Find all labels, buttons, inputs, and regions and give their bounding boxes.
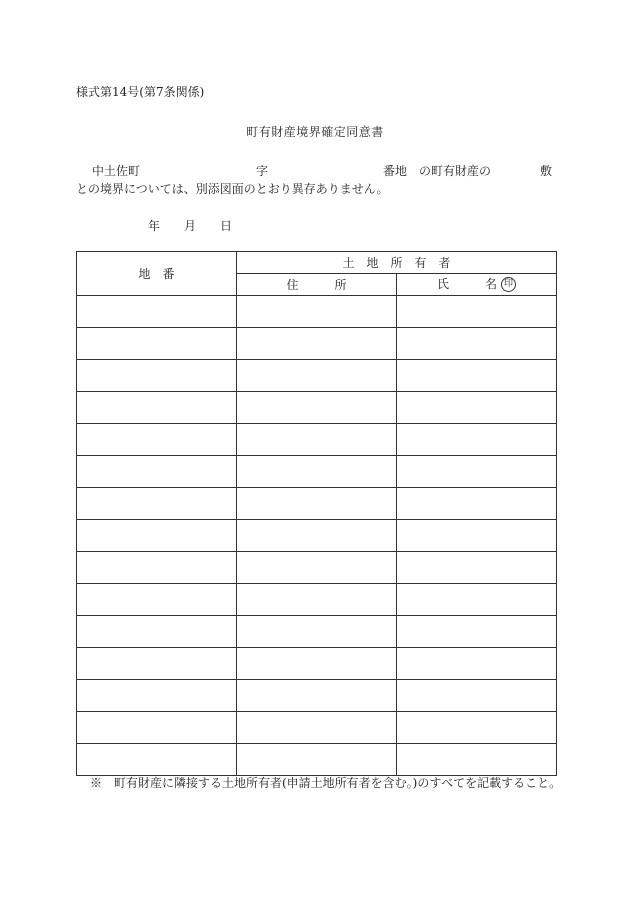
address-cell[interactable]: [237, 712, 397, 744]
name-cell[interactable]: [397, 744, 557, 776]
name-cell[interactable]: [397, 296, 557, 328]
address-cell[interactable]: [237, 456, 397, 488]
address-cell[interactable]: [237, 296, 397, 328]
lot-number-cell[interactable]: [77, 424, 237, 456]
name-cell[interactable]: [397, 584, 557, 616]
lot-number-cell[interactable]: [77, 680, 237, 712]
table-row: [77, 712, 557, 744]
table-row: [77, 424, 557, 456]
name-cell[interactable]: [397, 712, 557, 744]
date-year-label: 年: [148, 219, 161, 233]
table-row: [77, 552, 557, 584]
lot-number-cell[interactable]: [77, 328, 237, 360]
name-cell[interactable]: [397, 328, 557, 360]
document-title: 町有財産境界確定同意書: [246, 125, 384, 139]
table-row: [77, 648, 557, 680]
date-day-label: 日: [220, 219, 233, 233]
table-row: [77, 456, 557, 488]
table-row: [77, 520, 557, 552]
name-cell[interactable]: [397, 360, 557, 392]
lot-number-cell[interactable]: [77, 392, 237, 424]
lot-number-cell[interactable]: [77, 744, 237, 776]
address-cell[interactable]: [237, 328, 397, 360]
address-cell[interactable]: [237, 680, 397, 712]
table-row: [77, 584, 557, 616]
lot-number-cell[interactable]: [77, 648, 237, 680]
lot-number-cell[interactable]: [77, 712, 237, 744]
table-row: [77, 360, 557, 392]
name-cell[interactable]: [397, 392, 557, 424]
address-cell[interactable]: [237, 488, 397, 520]
address-cell[interactable]: [237, 520, 397, 552]
agreement-statement: との境界については、別添図面のとおり異存ありません。: [76, 182, 389, 196]
lot-number-cell[interactable]: [77, 456, 237, 488]
lot-number-header: 地 番: [77, 252, 237, 296]
seal-mark-icon: 印: [501, 277, 516, 292]
table-row: [77, 296, 557, 328]
aza-label: 字: [256, 164, 269, 178]
address-cell[interactable]: [237, 360, 397, 392]
form-number: 様式第14号(第7条関係): [76, 85, 205, 99]
address-cell[interactable]: [237, 584, 397, 616]
name-cell[interactable]: [397, 456, 557, 488]
lot-number-cell[interactable]: [77, 360, 237, 392]
name-header: 氏 名 印: [397, 274, 557, 296]
table-row: [77, 488, 557, 520]
footnote: ※ 町有財産に隣接する土地所有者(申請土地所有者を含む。)のすべてを記載すること。: [90, 776, 562, 790]
address-header: 住 所: [237, 274, 397, 296]
table-row: [77, 392, 557, 424]
address-cell[interactable]: [237, 552, 397, 584]
date-month-label: 月: [184, 219, 197, 233]
lot-number-cell[interactable]: [77, 616, 237, 648]
address-cell[interactable]: [237, 744, 397, 776]
table-row: [77, 744, 557, 776]
address-cell[interactable]: [237, 424, 397, 456]
land-owner-header: 土 地 所 有 者: [237, 252, 557, 274]
lot-number-cell[interactable]: [77, 296, 237, 328]
name-cell[interactable]: [397, 648, 557, 680]
lot-number-cell[interactable]: [77, 488, 237, 520]
name-cell[interactable]: [397, 616, 557, 648]
table-row: [77, 616, 557, 648]
name-cell[interactable]: [397, 552, 557, 584]
address-cell[interactable]: [237, 392, 397, 424]
table-row: [77, 328, 557, 360]
owner-table: [76, 251, 557, 776]
lot-number-cell[interactable]: [77, 584, 237, 616]
lot-number-cell[interactable]: [77, 552, 237, 584]
banchi-text: 番地 の町有財産の: [383, 164, 492, 178]
lot-number-cell[interactable]: [77, 520, 237, 552]
name-cell[interactable]: [397, 424, 557, 456]
name-cell[interactable]: [397, 520, 557, 552]
name-cell[interactable]: [397, 680, 557, 712]
address-cell[interactable]: [237, 648, 397, 680]
name-cell[interactable]: [397, 488, 557, 520]
table-row: [77, 680, 557, 712]
town-name: 中土佐町: [92, 164, 141, 178]
table-header-row: [77, 252, 557, 274]
shiki-label: 敷: [540, 164, 553, 178]
address-cell[interactable]: [237, 616, 397, 648]
